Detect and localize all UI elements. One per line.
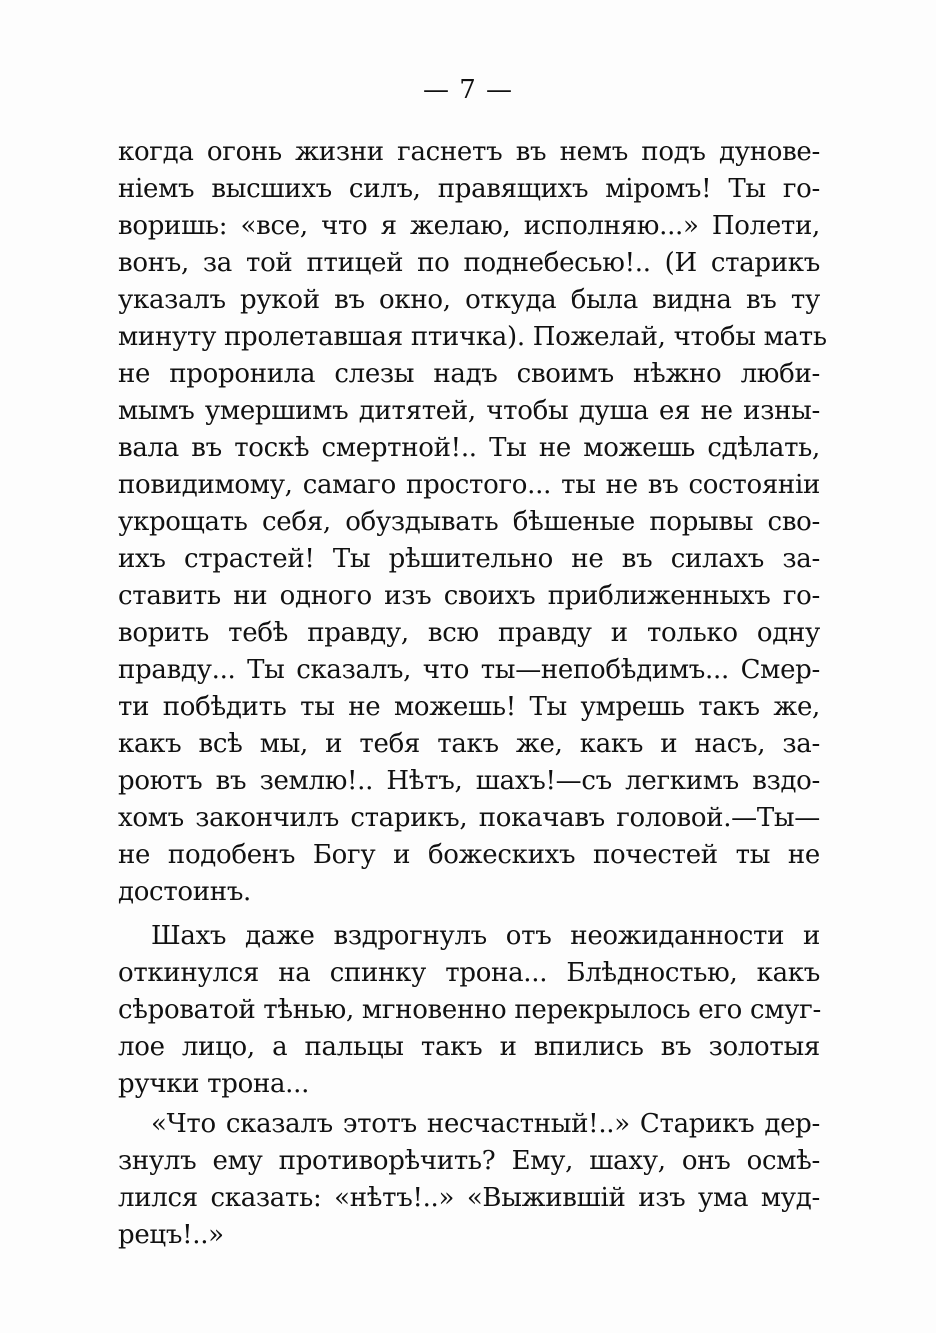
page-number: — 7 — (422, 75, 514, 105)
text-line: ставить ни одного изъ своихъ приближенныхъ го- (118, 581, 820, 611)
text-line: ихъ страстей! Ты рѣшительно не въ силахъ за- (118, 544, 820, 574)
text-line: не подобенъ Богу и божескихъ почестей ты не (118, 840, 820, 870)
text-line: укрощать себя, обуздывать бѣшеные порывы сво- (118, 507, 820, 537)
text-line: какъ всѣ мы, и тебя такъ же, какъ и насъ, за- (118, 729, 820, 759)
text-line: не проронила слезы надъ своимъ нѣжно люби- (118, 359, 820, 389)
text-line: достоинъ. (118, 877, 252, 907)
text-line: вала въ тоскѣ смертной!.. Ты не можешь сдѣлать, (118, 433, 820, 463)
text-line: ти побѣдить ты не можешь! Ты умрешь такъ же, (118, 692, 820, 722)
text-line: вонъ, за той птицей по поднебесью!.. (И старикъ (118, 248, 820, 278)
text-line: лился сказать: «нѣтъ!..» «Выжившiй изъ ума муд- (118, 1183, 820, 1213)
text-line: воришь: «все, что я желаю, исполняю...» Полети, (118, 211, 820, 241)
text-line: хомъ закончилъ старикъ, покачавъ головой.—Ты— (118, 803, 820, 833)
text-line: нiемъ высшихъ силъ, правящихъ мiромъ! Ты го- (118, 174, 820, 204)
text-line: откинулся на спинку трона... Блѣдностью, какъ (118, 958, 820, 988)
text-line: сѣроватой тѣнью, мгновенно перекрылось его смуг- (118, 995, 821, 1025)
text-line: когда огонь жизни гаснетъ въ немъ подъ дунове- (118, 137, 820, 167)
text-line: знулъ ему противорѣчить? Ему, шаху, онъ осмѣ- (118, 1146, 820, 1176)
text-line: Шахъ даже вздрогнулъ отъ неожиданности и (151, 921, 820, 951)
text-line: рецъ!..» (118, 1220, 224, 1250)
text-line: ворить тебѣ правду, всю правду и только одну (118, 618, 820, 648)
text-line: ручки трона... (118, 1069, 310, 1099)
text-line: повидимому, самаго простого... ты не въ состоянiи (118, 470, 820, 500)
text-line: мымъ умершимъ дитятей, чтобы душа ея не изны- (118, 396, 820, 426)
text-line: минуту пролетавшая птичка). Пожелай, чтобы мать (118, 322, 827, 352)
text-line: указалъ рукой въ окно, откуда была видна въ ту (118, 285, 820, 315)
text-line: правду... Ты сказалъ, что ты—непобѣдимъ... Смер- (118, 655, 820, 685)
text-line: «Что сказалъ этотъ несчастный!..» Старикъ дер- (151, 1109, 820, 1139)
text-line: лое лицо, а пальцы такъ и впились въ золотыя (118, 1032, 820, 1062)
text-line: роютъ въ землю!.. Нѣтъ, шахъ!—съ легкимъ вздо- (118, 766, 820, 796)
